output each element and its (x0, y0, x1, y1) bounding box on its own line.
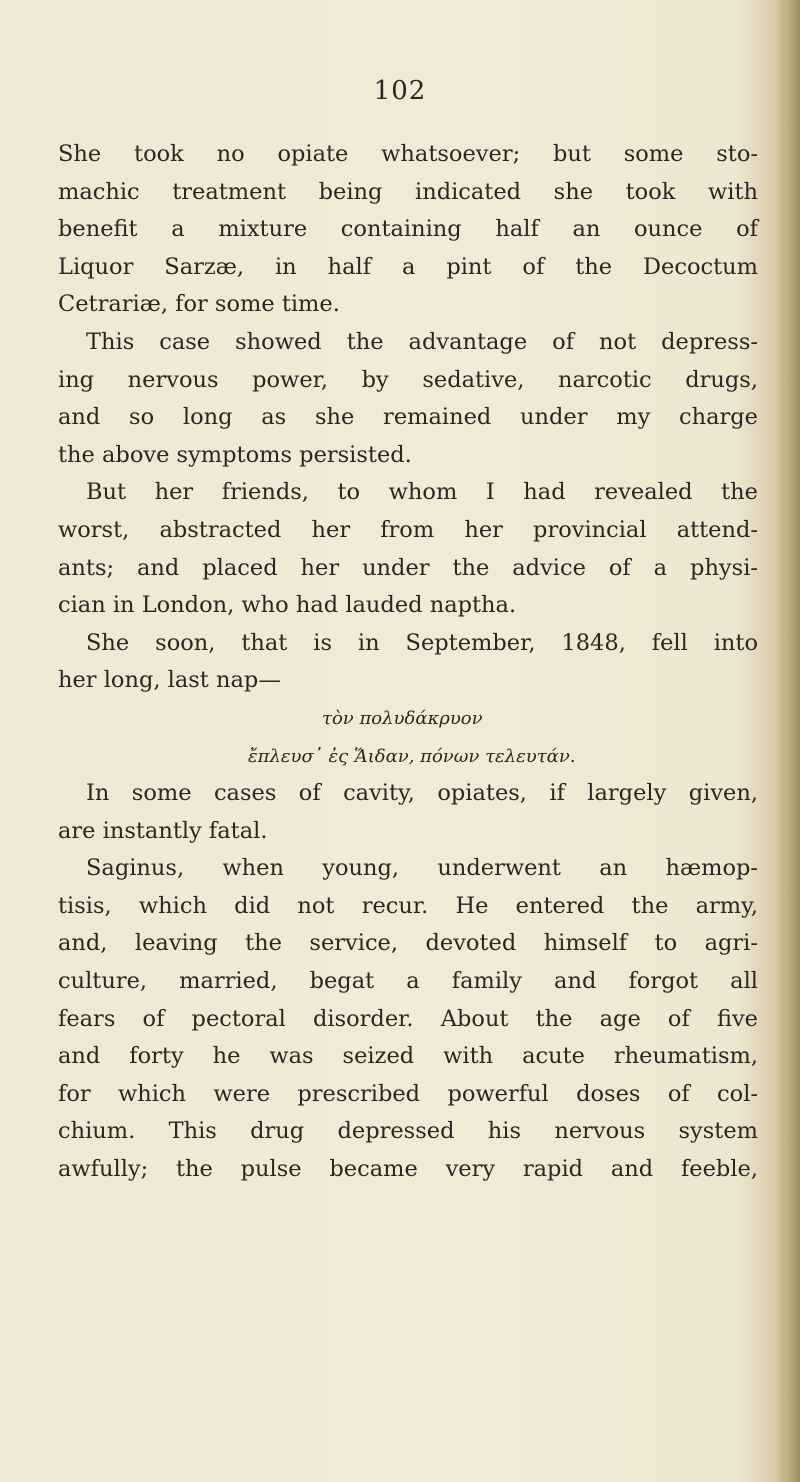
text-line: Liquor Sarzæ, in half a pint of the Decoctum (58, 253, 758, 280)
greek-quote-line: ἔπλευσ᾽ ἐς Ἅιδαν, πόνων τελευτάν. (248, 745, 576, 767)
text-line: culture, married, begat a family and forgot all (58, 968, 758, 995)
text-line: are instantly fatal. (58, 817, 268, 844)
text-line: her long, last nap— (58, 667, 281, 694)
text-line: and forty he was seized with acute rheumatism, (58, 1043, 758, 1070)
text-line: cian in London, who had lauded naptha. (58, 592, 517, 619)
body-text (58, 136, 758, 1189)
text-line: She took no opiate whatsoever; but some sto- (58, 141, 758, 167)
text-line: worst, abstracted her from her provincial attend- (58, 516, 758, 543)
text-line: She soon, that is in September, 1848, fell into (86, 629, 758, 656)
text-line: chium. This drug depressed his nervous system (58, 1118, 758, 1145)
text-line: But her friends, to whom I had revealed the (86, 479, 758, 506)
text-line: In some cases of cavity, opiates, if largely given, (86, 780, 758, 807)
page-edge-shadow (774, 0, 800, 1482)
text-line: the above symptoms persisted. (58, 441, 412, 468)
text-line: and, leaving the service, devoted himself to agri- (58, 930, 758, 957)
text-line: tisis, which did not recur. He entered the army, (58, 892, 758, 919)
text-line: for which were prescribed powerful doses of col- (58, 1080, 758, 1107)
text-line: This case showed the advantage of not depress- (86, 328, 758, 355)
greek-quote-line: τὸν πολυδάκρυον (322, 707, 483, 729)
page-number: 102 (373, 76, 427, 106)
text-line: Cetrariæ, for some time. (58, 291, 340, 318)
text-line: awfully; the pulse became very rapid and feeble, (58, 1156, 758, 1183)
text-line: benefit a mixture containing half an ounce of (58, 216, 758, 243)
text-line: and so long as she remained under my charge (58, 404, 758, 431)
text-line: fears of pectoral disorder. About the age of five (58, 1005, 758, 1032)
text-line: ing nervous power, by sedative, narcotic drugs, (58, 366, 758, 393)
text-line: ants; and placed her under the advice of a physi- (58, 554, 758, 581)
text-line: Saginus, when young, underwent an hæmop- (86, 855, 758, 882)
text-line: machic treatment being indicated she took with (58, 178, 758, 205)
